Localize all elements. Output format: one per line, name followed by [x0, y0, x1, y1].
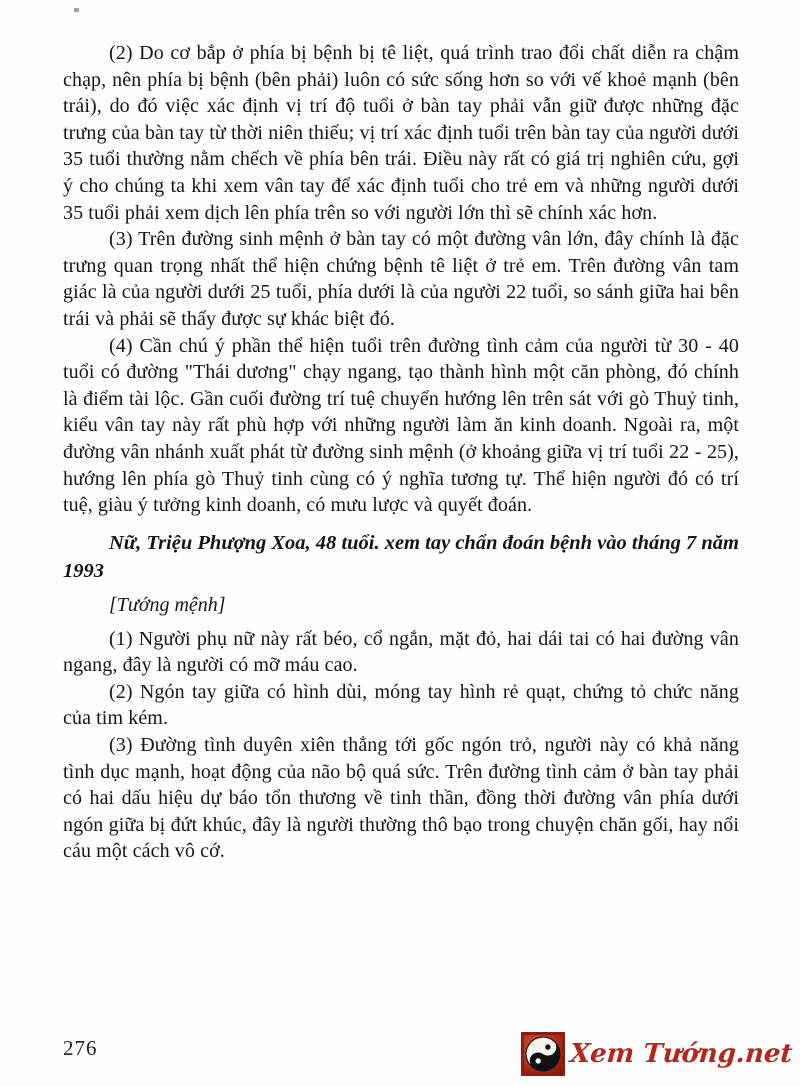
yin-yang-icon [521, 1032, 565, 1076]
paragraph-1-bottom: (1) Người phụ nữ này rất béo, cổ ngắn, mặt đỏ, hai dái tai có hai đường vân ngang, đây là người có mỡ máu cao. [63, 627, 739, 677]
text-block [63, 40, 739, 865]
paragraph-2-bottom: (2) Ngón tay giữa có hình dùi, móng tay hình rẻ quạt, chứng tỏ chức năng của tim kém. [63, 680, 739, 730]
section-heading: Nữ, Triệu Phượng Xoa, 48 tuổi. xem tay chẩn đoán bệnh vào tháng 7 năm 1993 [63, 531, 739, 582]
paragraph-3-bottom: (3) Đường tình duyên xiên thẳng tới gốc ngón trỏ, người này có khả năng tình dục mạnh, hoạt động của não bộ quá sức. Trên đường tình cảm ở bàn tay phải có hai dấu hiệu dự báo tổn thương về tinh thần, đồng thời đường vân phía dưới ngón giữa bị đứt khúc, đây là người thường thô bạo trong chuyện chăn gối, hay nổi cáu một cách vô cớ. [63, 734, 739, 863]
paragraph-3-top: (3) Trên đường sinh mệnh ở bàn tay có một đường vân lớn, đây chính là đặc trưng quan trọng nhất thể hiện chứng bệnh tê liệt ở trẻ em. Trên đường vân tam giác là của người dưới 25 tuổi, phía dưới là của người 22 tuổi, so sánh giữa hai bên trái và phải sẽ thấy được sự khác biệt đó. [63, 228, 739, 330]
watermark-text: Xem Tướng.net [568, 1039, 794, 1069]
paragraph-4-top: (4) Cần chú ý phần thể hiện tuổi trên đường tình cảm của người từ 30 - 40 tuổi có đường "Thái dương" chạy ngang, tạo thành hình một căn phòng, đó chính là điểm tài lộc. Gần cuối đường trí tuệ chuyển hướng lên trên sát với gò Thuỷ tinh, kiểu vân tay này rất phù hợp với những người làm ăn kinh doanh. Ngoài ra, một đường vân nhánh xuất phát từ đường sinh mệnh (ở khoảng giữa vị trí tuổi 22 - 25), hướng lên phía gò Thuỷ tinh cùng có ý nghĩa tương tự. Thể hiện người đó có trí tuệ, giàu ý tưởng kinh doanh, có mưu lược và quyết đoán. [63, 334, 739, 517]
page-number: 276 [63, 1036, 98, 1060]
paragraph-2-top: (2) Do cơ bắp ở phía bị bệnh bị tê liệt, quá trình trao đổi chất diễn ra chậm chạp, nên phía bị bệnh (bên phải) luôn có sức sống hơn so với vế khoẻ mạnh (bên trái), do đó việc xác định vị trí độ tuổi ở bàn tay phải vẫn giữ được những đặc trưng của bàn tay từ thời niên thiếu; vị trí xác định tuổi trên bàn tay của người dưới 35 tuổi thường nằm chếch về phía bên trái. Điều này rất có giá trị nghiên cứu, gợi ý cho chúng ta khi xem vân tay để xác định tuổi cho trẻ em và những người dưới 35 tuổi phải xem dịch lên phía trên so với người lớn thì sẽ chính xác hơn. [63, 42, 739, 224]
section-label: [Tướng mệnh] [109, 593, 226, 616]
scan-artifact-speck [74, 8, 79, 12]
watermark [521, 1032, 792, 1076]
